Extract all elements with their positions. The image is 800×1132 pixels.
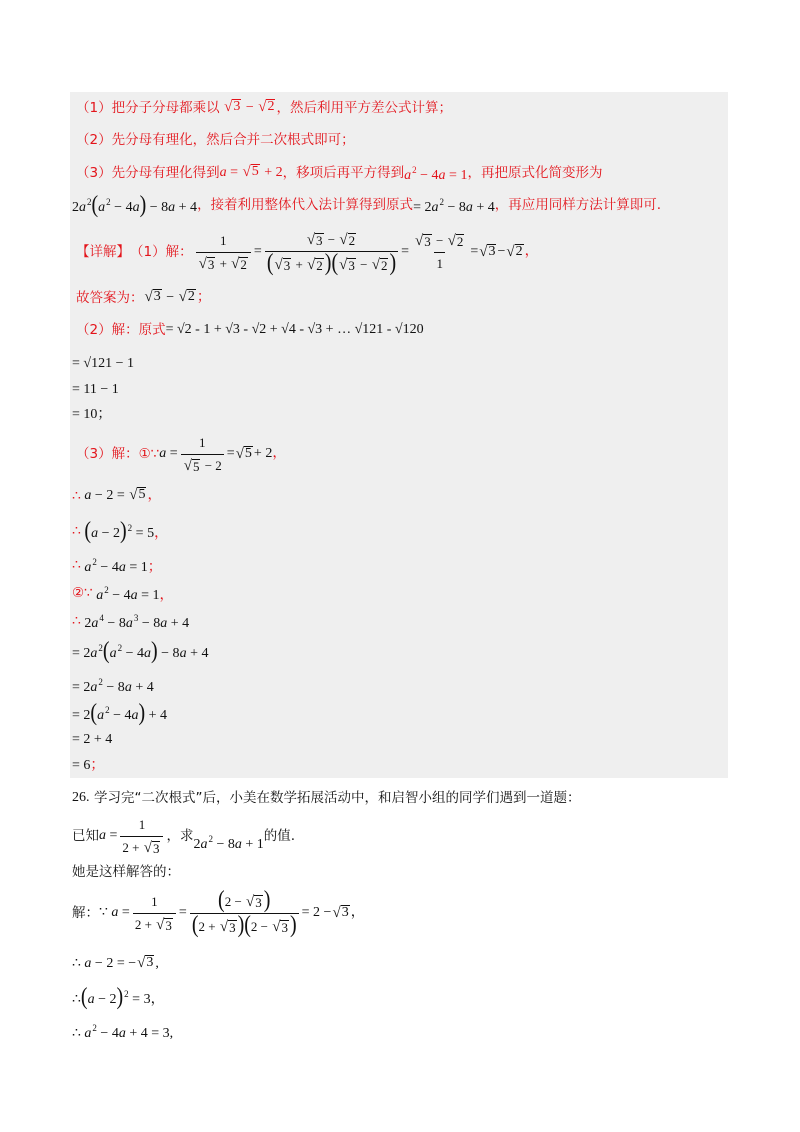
hint-4-formula-b: = $2a^2 - 8a + 4$: [413, 197, 495, 215]
detail-label: 【详解】: [76, 244, 130, 260]
part-3-step-9-formula: = 2 + 4: [72, 732, 113, 747]
solve-label: 解：: [72, 905, 99, 921]
part-3-step-10: [72, 756, 104, 776]
therefore-sign: ∴: [72, 613, 81, 629]
hint-1-text-b: ，然后利用平方差公式计算；: [276, 100, 452, 116]
given-b: ，求: [166, 828, 194, 844]
part-3-step-7: [72, 672, 154, 698]
part-2-step-2-text: = 11 − 1: [72, 382, 119, 397]
part-3-formula: a = 1 √ 5 − 2 = √ 5 + 2 ，: [159, 434, 287, 474]
part-3-step-1: [72, 486, 161, 506]
hint-4-formula-a: $2a^2(a^2 - 4a) - 8a + 4$: [72, 191, 198, 219]
part-3-step-2: [72, 518, 168, 544]
part-3-step-7-formula: = $2a^2 - 8a + 4$: [72, 677, 154, 695]
hint-1-text-a: 把分子分母都乘以: [111, 100, 220, 116]
hint-4-text-d: ，接着利用整体代入法计算得到原式: [197, 197, 414, 213]
hint-3-formula-b: $a^2 - 4a = 1$: [404, 165, 468, 183]
answer-formula: √ 3 − √ 2 ；: [144, 289, 211, 305]
intro-text: 她是这样解答的：: [72, 864, 180, 880]
hint-line-4: [72, 192, 661, 218]
part-3-step-8: [72, 700, 167, 726]
therefore-sign: ∴: [72, 488, 81, 504]
part-2-step-1-text: = √121 − 1: [72, 356, 134, 371]
part-3-step-5: [72, 608, 189, 634]
part-3-step-6-formula: = $2a^2(a^2 - 4a) - 8a + 4$: [72, 637, 209, 665]
part-2-label: （2）解：原式: [76, 322, 166, 338]
hint-4-text-e: ，再应用同样方法计算即可.: [494, 197, 662, 213]
part-3-step-6: [72, 638, 208, 664]
given-c: 的值.: [263, 828, 296, 844]
part-3-label: （3）解：: [76, 446, 139, 462]
hint-3-text-a: 先分母有理化得到: [111, 165, 220, 181]
part-2-step-2: [72, 380, 119, 400]
problem-26-given: [72, 816, 295, 856]
hint-2-label: （2）: [76, 132, 112, 148]
part-3-line: [76, 436, 286, 472]
part-3-step-2-formula: $(a - 2)^2 = 5$，: [84, 517, 169, 545]
circle-2-because: ②∵: [72, 585, 93, 601]
problem-26-step-3: [72, 1018, 173, 1044]
circle-1-because: ①∵: [138, 446, 160, 462]
hint-line-2: [76, 130, 355, 150]
hint-3-text-b: ，移项后再平方得到: [282, 165, 405, 181]
hint-3-formula-a: a = √ 5 + 2: [219, 164, 283, 180]
solve-formula: ∵ a = 1 2 + √ 3 = (2 − √ 3 ) (2 + √ 3 )(2 − √ 3 ) = 2 − √ 3 ，: [99, 886, 365, 938]
given-formula-b: $2a^2 - 8a + 1$: [193, 834, 264, 852]
answer-label: 故答案为：: [76, 290, 144, 306]
given-a: 已知: [72, 828, 99, 844]
hint-line-1: [76, 98, 452, 118]
part-2-step-3-text: = 10；: [72, 407, 112, 422]
therefore-sign: ∴: [72, 557, 81, 573]
p26-step-3-formula: ∴ $a^2 - 4a + 4 = 3$,: [72, 1023, 174, 1041]
problem-26-step-2: [72, 984, 165, 1010]
hint-line-3: [76, 160, 602, 186]
problem-stem: 学习完“二次根式”后，小美在数学拓展活动中，和启智小组的同学们遇到一道题：: [93, 790, 581, 806]
p26-step-1-formula: ∴ a − 2 = − √ 3 ,: [72, 955, 159, 971]
part-2-step-1: [72, 354, 134, 374]
problem-number: 26.: [72, 790, 90, 805]
part-3-step-9: [72, 730, 112, 750]
therefore-sign: ∴: [72, 523, 81, 539]
hint-2-text: 先分母有理化，然后合并二次根式即可；: [111, 132, 355, 148]
answer-line: [76, 288, 211, 308]
part-3-step-3: [72, 552, 162, 578]
part-3-step-4-formula: $a^2 - 4a = 1$，: [96, 585, 174, 603]
hint-3-label: （3）: [76, 165, 112, 181]
hint-1-formula: √ 3 − √ 2: [224, 99, 275, 115]
part-2-line: [76, 320, 424, 340]
problem-26-solve: [72, 886, 365, 938]
part-3-step-10-formula: = 6；: [72, 758, 105, 773]
problem-26-step-1: [72, 954, 159, 974]
part-2-step-3: [72, 405, 111, 425]
part-1-formula: 1 √ 3 + √ 2 = √ 3 − √ 2 ( √ 3 + √ 2 )( √ 3 − √ 2 ) = √ 3 − √ 2 1 = √ 3 − √ 2 ，: [193, 230, 539, 275]
part-3-step-4: [72, 580, 174, 606]
part-3-step-5-formula: $2a^4 - 8a^3 - 8a + 4$: [80, 613, 190, 631]
part-3-step-8-formula: = $2(a^2 - 4a) + 4$: [72, 699, 168, 727]
problem-26-intro: [72, 862, 180, 882]
given-formula-a: a = 1 2 + √ 3: [99, 815, 166, 858]
part-2-expression: = √2 - 1 + √3 - √2 + √4 - √3 + … √121 - √120: [165, 322, 424, 337]
hint-1-label: （1）: [76, 100, 112, 116]
part-3-step-1-formula: a − 2 = √ 5 ，: [84, 487, 162, 503]
problem-26-stem: [72, 788, 580, 808]
hint-3-text-c: ，再把原式化简变形为: [467, 165, 603, 181]
p26-step-2-formula: ∴(a − 2)$^2$ = 3，: [72, 983, 165, 1011]
solution-part-1: [76, 231, 539, 276]
part-1-label: （1）解：: [130, 244, 193, 260]
part-3-step-3-formula: $a^2 - 4a = 1$；: [84, 557, 162, 575]
